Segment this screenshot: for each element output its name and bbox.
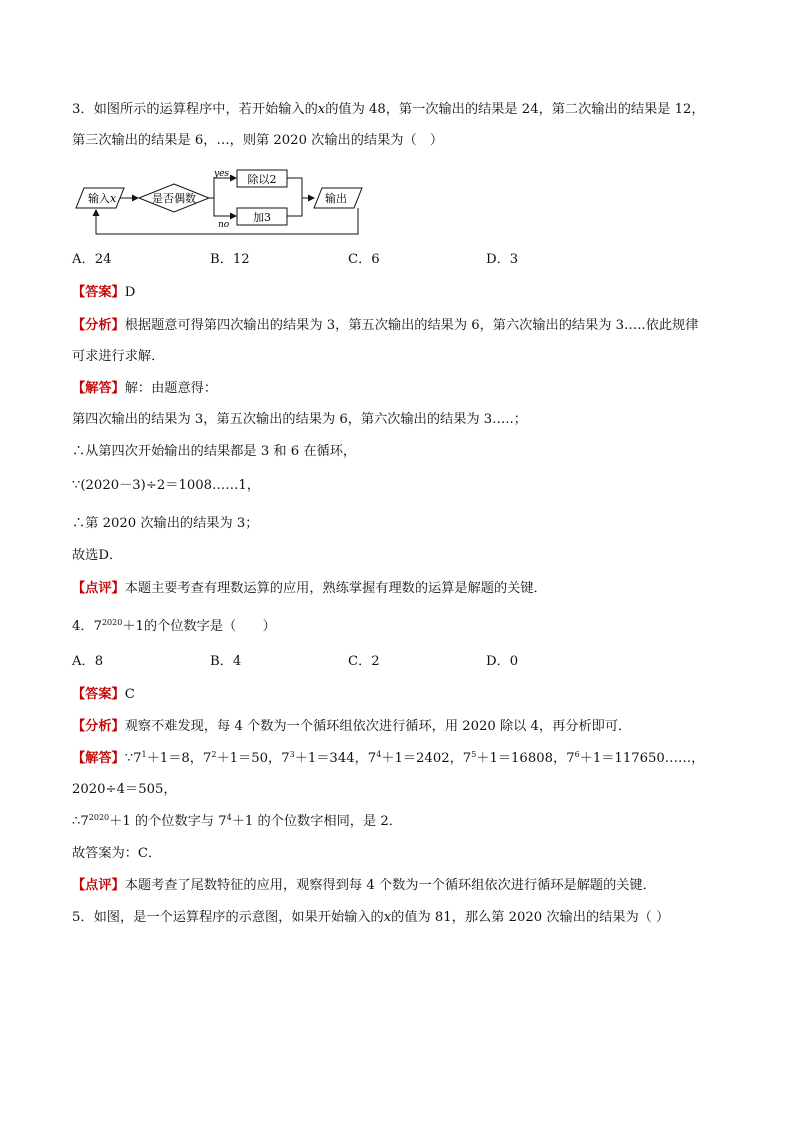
add-label: 加3 bbox=[253, 211, 271, 224]
q4-option-d: D．0 bbox=[486, 654, 519, 669]
q3-analysis-line2: 可求进行求解． bbox=[72, 349, 165, 364]
q4-solution-line1: 【解答】$\because 7^1+1=8$，$7^2+1=50$，$7^3+1=344$，$7^4+1=2402$，$7^5+1=16808$，$7^6+1=117650\dots\dots$， bbox=[72, 750, 705, 766]
yes-label: yes bbox=[214, 169, 230, 179]
q3-stem-line2: 第三次输出的结果是 6，…，则第 2020 次输出的结果为（ ） bbox=[72, 133, 444, 148]
output-label: 输出 bbox=[325, 192, 347, 205]
q3-option-b: B．12 bbox=[210, 252, 250, 267]
divide-label: 除以2 bbox=[247, 173, 277, 186]
q4-options bbox=[72, 652, 712, 672]
q4-analysis: 【分析】观察不难发现，每 4 个数为一个循环组依次进行循环，用 2020 除以 4，再分析即可． bbox=[72, 719, 632, 734]
q3-solution-step2: ∴从第四次开始输出的结果都是 3 和 6 在循环， bbox=[72, 444, 357, 459]
q3-stem-line1: 3．如图所示的运算程序中，若开始输入的x的值为 48，第一次输出的结果是 24，第二次输出的结果是 12， bbox=[72, 102, 705, 117]
q3-solution-step4: ∴第 2020 次输出的结果为 3； bbox=[72, 516, 259, 531]
q3-option-a: A．24 bbox=[72, 252, 112, 267]
input-label: 输入x bbox=[88, 192, 117, 205]
q3-solution-step5: 故选D． bbox=[72, 548, 123, 563]
q3-solution-head: 【解答】解：由题意得： bbox=[72, 381, 218, 396]
q4-option-a: A．8 bbox=[72, 654, 104, 669]
q3-solution-step1: 第四次输出的结果为 3，第五次输出的结果为 6，第六次输出的结果为 3…..； bbox=[72, 412, 527, 427]
q4-solution-line4: 故答案为：C． bbox=[72, 846, 162, 861]
q3-answer: 【答案】D bbox=[72, 285, 136, 300]
q3-option-d: D．3 bbox=[486, 252, 519, 267]
q4-option-c: C．2 bbox=[348, 654, 380, 669]
q3-analysis-line1: 【分析】根据题意可得第四次输出的结果为 3，第五次输出的结果为 6，第六次输出的结果为 3…..依此规律 bbox=[72, 318, 699, 333]
q5-stem: 5．如图，是一个运算程序的示意图，如果开始输入的x的值为 81，那么第 2020 次输出的结果为（ ） bbox=[72, 910, 670, 925]
q3-flowchart bbox=[74, 166, 364, 238]
q3-solution-step3: ∵(2020－3)÷2＝1008……1， bbox=[72, 478, 260, 493]
q4-option-b: B．4 bbox=[210, 654, 242, 669]
q4-solution-line3: $\therefore 7^{2020}+1$ 的个位数字与 $7^4+1$ 的个位数字相同，是 2． bbox=[72, 813, 402, 829]
q3-option-c: C．6 bbox=[348, 252, 380, 267]
q4-answer: 【答案】C bbox=[72, 687, 135, 702]
q3-comment: 【点评】本题主要考查有理数运算的应用，熟练掌握有理数的运算是解题的关键． bbox=[72, 581, 547, 596]
q4-solution-line2: 2020÷4＝505， bbox=[72, 782, 177, 797]
decision-label: 是否偶数 bbox=[152, 192, 196, 205]
q4-comment: 【点评】本题考查了尾数特征的应用，观察得到每 4 个数为一个循环组依次进行循环是解题的关键． bbox=[72, 878, 656, 893]
q4-stem: 4．$7^{2020}+1$的个位数字是（ ） bbox=[72, 618, 276, 634]
q3-options bbox=[72, 250, 712, 270]
no-label: no bbox=[218, 220, 230, 230]
